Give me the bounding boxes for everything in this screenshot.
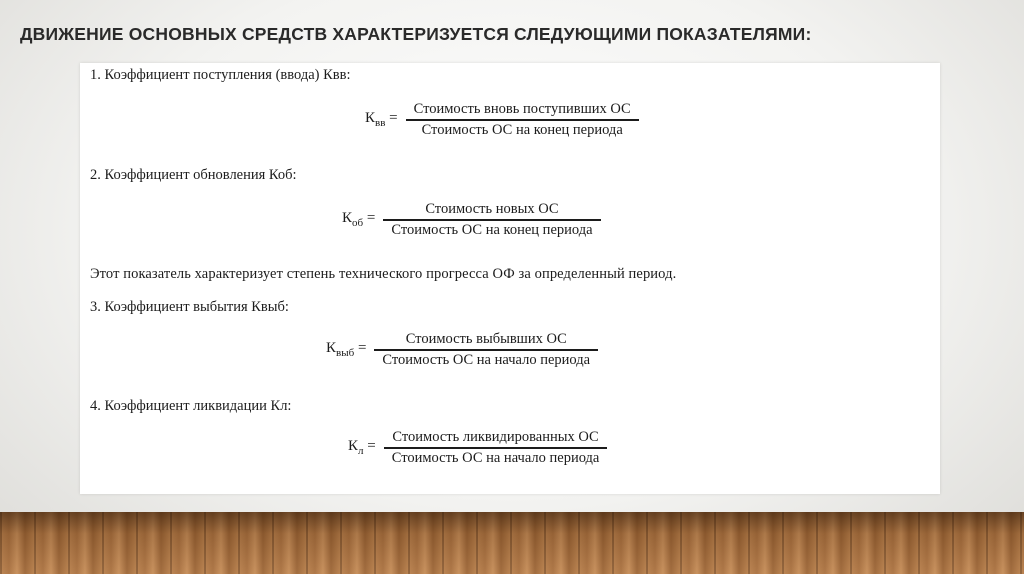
formula-lhs: $К_{выб}$ =	[326, 340, 367, 360]
numerator: Стоимость новых ОС	[425, 201, 559, 217]
formula-lhs: $К_{вв}$ =	[365, 110, 398, 130]
formula-liquidation	[348, 429, 607, 467]
fraction	[374, 331, 598, 369]
formula-lhs: $К_{об}$ =	[342, 210, 376, 230]
coefficient-heading-liquidation: 4. Коэффициент ликвидации Кл:	[90, 398, 292, 414]
floor-shadow	[0, 512, 1024, 574]
formula-renewal	[342, 201, 601, 239]
denominator: Стоимость ОС на конец периода	[421, 121, 623, 138]
coefficient-heading-intake: 1. Коэффициент поступления (ввода) Квв:	[90, 67, 351, 83]
fraction	[406, 101, 639, 139]
slide-title: ДВИЖЕНИЕ ОСНОВНЫХ СРЕДСТВ ХАРАКТЕРИЗУЕТСЯ СЛЕДУЮЩИМИ ПОКАЗАТЕЛЯМИ:	[20, 24, 812, 44]
formula-lhs: $К_л$ =	[348, 438, 376, 458]
formula-retirement	[326, 331, 598, 369]
formulas-panel	[80, 63, 940, 494]
coefficient-heading-renewal: 2. Коэффициент обновления Коб:	[90, 167, 297, 183]
fraction	[383, 201, 600, 239]
denominator: Стоимость ОС на начало периода	[391, 449, 600, 466]
denominator: Стоимость ОС на начало периода	[382, 351, 591, 368]
coefficient-heading-retirement: 3. Коэффициент выбытия Квыб:	[90, 299, 289, 315]
renewal-note: Этот показатель характеризует степень технического прогресса ОФ за определенный период.	[90, 266, 677, 282]
numerator: Стоимость вновь поступивших ОС	[413, 101, 631, 117]
numerator: Стоимость выбывших ОС	[405, 331, 567, 347]
fraction	[384, 429, 608, 467]
denominator: Стоимость ОС на конец периода	[391, 221, 593, 238]
numerator: Стоимость ликвидированных ОС	[392, 429, 599, 445]
formula-intake	[365, 101, 639, 139]
